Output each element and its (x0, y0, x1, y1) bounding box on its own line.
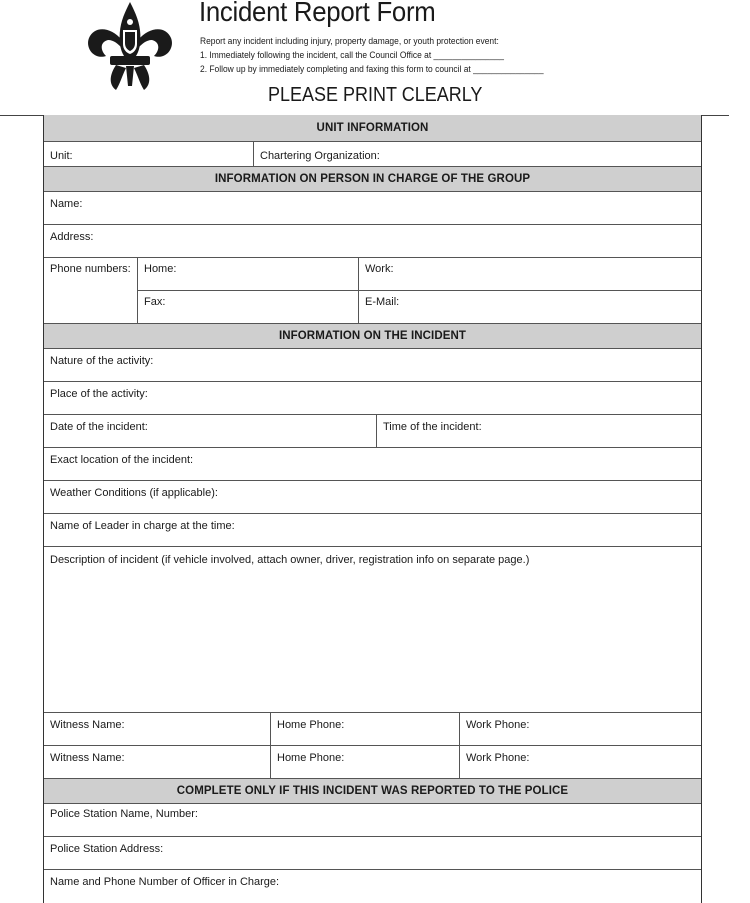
fax-field[interactable]: Fax: (138, 291, 359, 324)
incident-form (43, 115, 702, 903)
email-field[interactable]: E-Mail: (365, 295, 400, 308)
weather-conditions-field[interactable]: Weather Conditions (if applicable): (50, 487, 218, 499)
work-phone-field[interactable]: Work: (365, 263, 394, 275)
chartering-organization-field[interactable]: Chartering Organization: (260, 150, 380, 162)
home-phone-field[interactable]: Home: (138, 258, 359, 290)
witness-2-work-phone-field[interactable]: Work Phone: (466, 752, 530, 764)
witness-1-name-field[interactable]: Witness Name: (44, 713, 271, 745)
fleur-de-lis-logo (86, 0, 174, 92)
form-title: Incident Report Form (199, 0, 436, 27)
instruction-line-1: Report any incident including injury, property damage, or youth protection event: (200, 36, 499, 47)
nature-of-activity-field[interactable]: Nature of the activity: (50, 355, 154, 367)
section-police-report: COMPLETE ONLY IF THIS INCIDENT WAS REPORTED TO THE POLICE (44, 779, 701, 804)
officer-in-charge-field[interactable]: Name and Phone Number of Officer in Charge: (50, 876, 280, 888)
print-notice: PLEASE PRINT CLEARLY (268, 84, 483, 106)
police-station-address-field[interactable]: Police Station Address: (50, 843, 164, 855)
place-of-activity-field[interactable]: Place of the activity: (50, 388, 148, 400)
incident-date-field[interactable]: Date of the incident: (44, 415, 377, 447)
instructions (200, 35, 544, 77)
section-unit-information: UNIT INFORMATION (44, 115, 701, 142)
unit-field[interactable]: Unit: (44, 142, 254, 166)
phone-numbers-label: Phone numbers: (44, 258, 138, 324)
exact-location-field[interactable]: Exact location of the incident: (50, 454, 194, 466)
name-field[interactable]: Name: (50, 198, 83, 210)
incident-description-field[interactable]: Description of incident (if vehicle involved, attach owner, driver, registration info on separate page.) (50, 554, 530, 566)
section-person-in-charge: INFORMATION ON PERSON IN CHARGE OF THE GROUP (44, 167, 701, 192)
witness-1-work-phone-field[interactable]: Work Phone: (466, 719, 530, 731)
witness-2-name-field[interactable]: Witness Name: (44, 746, 271, 778)
incident-time-field[interactable]: Time of the incident: (383, 421, 482, 433)
witness-1-home-phone-field[interactable]: Home Phone: (271, 713, 460, 745)
instruction-line-3: 2. Follow up by immediately completing and faxing this form to council at _______________ (200, 64, 544, 75)
leader-in-charge-field[interactable]: Name of Leader in charge at the time: (50, 520, 235, 532)
section-incident-information: INFORMATION ON THE INCIDENT (44, 324, 701, 349)
instruction-line-2: 1. Immediately following the incident, call the Council Office at _______________ (200, 50, 504, 61)
witness-2-home-phone-field[interactable]: Home Phone: (271, 746, 460, 778)
police-station-field[interactable]: Police Station Name, Number: (50, 808, 198, 820)
address-field[interactable]: Address: (50, 231, 94, 243)
